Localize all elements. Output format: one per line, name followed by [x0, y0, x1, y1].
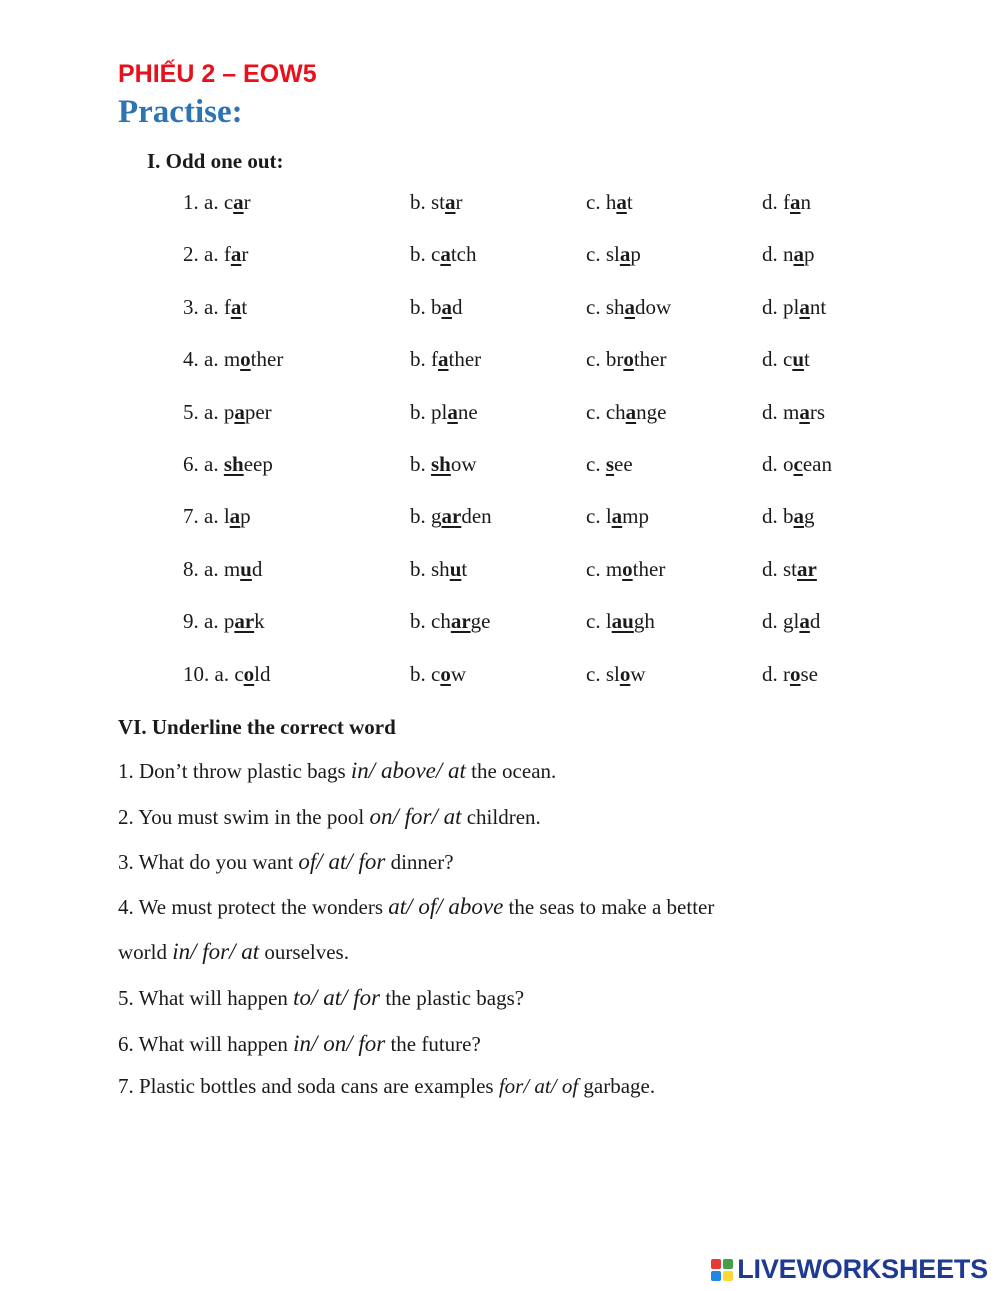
word-part: r — [783, 662, 790, 686]
underlined-sound: a — [230, 295, 242, 319]
word-part: pl — [431, 400, 448, 424]
option-c — [586, 662, 646, 687]
underline-heading: VI. Underline the correct word — [118, 715, 396, 739]
sentence-text: the future? — [385, 1032, 481, 1056]
option-a — [183, 662, 271, 687]
word-part: c — [431, 242, 441, 266]
sentence-text: 6. What will happen — [118, 1032, 294, 1056]
option-label: 9. a. — [183, 609, 219, 633]
word-part: r — [241, 242, 249, 266]
option-label: d. — [762, 504, 783, 528]
word-part: f — [431, 347, 438, 371]
liveworksheets-logo — [711, 1254, 988, 1285]
option-label: d. — [762, 609, 783, 633]
word-part: h — [605, 190, 617, 214]
sentence-text: 1. Don’t throw plastic bags — [118, 759, 351, 783]
word-part: c — [223, 190, 234, 214]
sentence — [118, 985, 524, 1011]
option-label: d. — [762, 452, 783, 476]
option-a — [183, 452, 273, 477]
word-part: k — [254, 609, 265, 633]
word-part: f — [223, 295, 231, 319]
underlined-sound: a — [799, 400, 810, 424]
sheet-title: PHIẾU 2 – EOW5 — [118, 60, 317, 88]
word-part: ge — [470, 609, 491, 633]
underlined-sound: a — [616, 190, 627, 214]
underlined-sound: o — [440, 662, 451, 686]
word-part: p — [223, 609, 235, 633]
underlined-sound: ar — [234, 609, 255, 633]
word-part: f — [223, 242, 231, 266]
option-label: b. — [410, 452, 431, 476]
logo-block-icon — [723, 1259, 733, 1269]
option-a — [183, 295, 247, 320]
option-b — [410, 295, 463, 320]
word-part: tch — [450, 242, 477, 266]
word-part: m — [783, 400, 800, 424]
option-label: d. — [762, 400, 783, 424]
word-part: se — [800, 662, 818, 686]
word-part: ld — [254, 662, 271, 686]
underlined-sound: o — [243, 662, 255, 686]
word-part: p — [630, 242, 641, 266]
word-part: ow — [450, 452, 477, 476]
sentence-text: ourselves. — [259, 940, 349, 964]
word-part: ther — [448, 347, 482, 371]
sentence — [118, 1074, 655, 1099]
option-d — [762, 295, 826, 320]
option-b — [410, 400, 478, 425]
word-choices[interactable]: to/ at/ for — [293, 985, 381, 1010]
option-label: b. — [410, 504, 431, 528]
word-part: m — [223, 347, 241, 371]
word-part: t — [241, 295, 248, 319]
option-d — [762, 347, 810, 372]
option-c — [586, 452, 633, 477]
option-label: d. — [762, 347, 783, 371]
word-part: r — [455, 190, 463, 214]
underlined-sound: o — [622, 557, 633, 581]
option-label: c. — [586, 452, 606, 476]
section-title: Practise: — [118, 94, 243, 130]
underlined-sound: o — [619, 662, 631, 686]
word-part: n — [800, 190, 811, 214]
word-part: m — [605, 557, 623, 581]
sentence-text: 2. You must swim in the pool — [118, 805, 370, 829]
underlined-sound: a — [799, 609, 810, 633]
word-part: f — [783, 190, 790, 214]
logo-block-icon — [711, 1259, 721, 1269]
underlined-sound: sh — [223, 452, 244, 476]
word-part: b — [431, 295, 442, 319]
sentence-text: 5. What will happen — [118, 986, 294, 1010]
option-label: b. — [410, 609, 431, 633]
word-part: sh — [431, 557, 450, 581]
underlined-sound: a — [230, 242, 242, 266]
sentence-text: the plastic bags? — [380, 986, 525, 1010]
underlined-sound: s — [605, 452, 615, 476]
option-c — [586, 400, 666, 425]
word-part: ther — [250, 347, 284, 371]
word-part: d — [809, 609, 821, 633]
option-label: 8. a. — [183, 557, 219, 581]
underlined-sound: sh — [431, 452, 451, 476]
underlined-sound: a — [233, 190, 244, 214]
option-c — [586, 557, 665, 582]
word-part: st — [783, 557, 798, 581]
word-part: b — [783, 504, 794, 528]
word-part: st — [431, 190, 446, 214]
option-b — [410, 557, 467, 582]
word-part: l — [605, 609, 612, 633]
word-part: rs — [809, 400, 826, 424]
word-choices[interactable]: of/ at/ for — [298, 849, 386, 874]
word-part: c — [234, 662, 244, 686]
underlined-sound: a — [440, 242, 451, 266]
option-b — [410, 662, 466, 687]
underlined-sound: a — [234, 400, 245, 424]
option-d — [762, 662, 818, 687]
option-label: d. — [762, 557, 783, 581]
option-c — [586, 190, 633, 215]
word-part: gh — [633, 609, 655, 633]
option-a — [183, 609, 265, 634]
word-part: sl — [605, 242, 620, 266]
underlined-sound: a — [611, 504, 623, 528]
word-part: pl — [783, 295, 800, 319]
option-label: d. — [762, 295, 783, 319]
word-part: l — [605, 504, 612, 528]
word-part: d — [251, 557, 263, 581]
option-label: 1. a. — [183, 190, 219, 214]
underlined-sound: a — [447, 400, 458, 424]
underlined-sound: ar — [441, 504, 462, 528]
option-label: 6. a. — [183, 452, 219, 476]
word-part: t — [461, 557, 468, 581]
word-part: n — [783, 242, 794, 266]
underlined-sound: a — [438, 347, 449, 371]
word-part: w — [630, 662, 646, 686]
option-label: 4. a. — [183, 347, 219, 371]
word-part: ther — [633, 347, 667, 371]
option-label: b. — [410, 295, 431, 319]
word-part: sl — [605, 662, 620, 686]
word-part: sh — [605, 295, 625, 319]
option-d — [762, 609, 820, 634]
option-label: c. — [586, 347, 606, 371]
sentence-text: dinner? — [385, 850, 454, 874]
underlined-sound: a — [790, 190, 801, 214]
sentence-text: garbage. — [578, 1074, 656, 1098]
option-label: 10. a. — [183, 662, 230, 686]
word-choices[interactable]: on/ for/ at — [369, 804, 462, 829]
sentence — [118, 1031, 481, 1057]
option-c — [586, 242, 641, 267]
underlined-sound: a — [799, 295, 810, 319]
word-part: ne — [457, 400, 478, 424]
option-a — [183, 400, 272, 425]
option-d — [762, 557, 817, 582]
word-choices[interactable]: in/ on/ for — [293, 1031, 386, 1056]
odd-one-out-heading: I. Odd one out: — [147, 149, 284, 173]
sentence — [118, 939, 349, 965]
word-part: gl — [783, 609, 800, 633]
word-part: eep — [243, 452, 273, 476]
option-label: b. — [410, 347, 431, 371]
option-d — [762, 242, 815, 267]
sentence — [118, 894, 714, 920]
word-part: o — [783, 452, 794, 476]
option-b — [410, 504, 492, 529]
option-label: b. — [410, 662, 431, 686]
word-part: l — [223, 504, 230, 528]
word-part: nge — [636, 400, 667, 424]
option-label: b. — [410, 557, 431, 581]
word-part: ee — [614, 452, 633, 476]
option-label: d. — [762, 190, 783, 214]
word-part: ther — [632, 557, 666, 581]
word-part: d — [452, 295, 463, 319]
word-part: t — [626, 190, 633, 214]
word-part: c — [783, 347, 793, 371]
underlined-sound: a — [445, 190, 456, 214]
sentence — [118, 849, 454, 875]
option-label: c. — [586, 557, 606, 581]
option-label: b. — [410, 190, 431, 214]
underlined-sound: a — [625, 400, 637, 424]
word-part: dow — [635, 295, 672, 319]
underlined-sound: ar — [450, 609, 471, 633]
option-b — [410, 347, 481, 372]
option-label: b. — [410, 242, 431, 266]
underlined-sound: a — [619, 242, 631, 266]
sentence — [118, 804, 541, 830]
word-part: mp — [622, 504, 650, 528]
option-label: 3. a. — [183, 295, 219, 319]
option-a — [183, 190, 251, 215]
option-label: c. — [586, 609, 606, 633]
option-label: c. — [586, 504, 606, 528]
word-part: t — [804, 347, 810, 371]
word-part: c — [431, 662, 441, 686]
word-part: w — [450, 662, 466, 686]
word-part: p — [804, 242, 815, 266]
sentence-text: world — [118, 940, 173, 964]
sentence-text: children. — [461, 805, 541, 829]
option-label: c. — [586, 190, 606, 214]
option-label: c. — [586, 662, 606, 686]
underlined-sound: a — [441, 295, 452, 319]
option-a — [183, 504, 251, 529]
option-label: 2. a. — [183, 242, 219, 266]
word-part: g — [431, 504, 442, 528]
option-b — [410, 452, 477, 477]
word-part: nt — [809, 295, 827, 319]
underlined-sound: ar — [797, 557, 817, 581]
word-part: p — [240, 504, 251, 528]
word-part: m — [223, 557, 241, 581]
word-part: ch — [605, 400, 626, 424]
option-label: c. — [586, 242, 606, 266]
option-d — [762, 400, 825, 425]
word-part: br — [605, 347, 624, 371]
option-c — [586, 504, 649, 529]
word-choices[interactable]: in/ above/ at — [350, 758, 466, 783]
word-part: r — [243, 190, 251, 214]
logo-text: LIVEWORKSHEETS — [737, 1254, 988, 1284]
option-c — [586, 295, 671, 320]
logo-block-icon — [711, 1271, 721, 1281]
option-label: c. — [586, 295, 606, 319]
word-choices[interactable]: for/ at/ of — [498, 1074, 579, 1098]
underlined-sound: a — [793, 504, 804, 528]
option-a — [183, 347, 283, 372]
option-label: c. — [586, 400, 606, 424]
option-b — [410, 609, 490, 634]
sentence-text: 3. What do you want — [118, 850, 299, 874]
option-label: d. — [762, 242, 783, 266]
logo-block-icon — [723, 1271, 733, 1281]
logo-blocks-icon — [711, 1259, 733, 1281]
word-part: p — [223, 400, 235, 424]
option-b — [410, 190, 463, 215]
option-b — [410, 242, 476, 267]
underlined-sound: a — [229, 504, 241, 528]
sentence — [118, 758, 556, 784]
word-choices[interactable]: in/ for/ at — [172, 939, 260, 964]
word-part: per — [244, 400, 272, 424]
underlined-sound: a — [793, 242, 804, 266]
option-label: b. — [410, 400, 431, 424]
word-part: ch — [431, 609, 451, 633]
underlined-sound: u — [792, 347, 805, 371]
underlined-sound: o — [623, 347, 634, 371]
underlined-sound: u — [240, 557, 252, 581]
underlined-sound: u — [449, 557, 462, 581]
underlined-sound: o — [240, 347, 251, 371]
underlined-sound: a — [624, 295, 636, 319]
sentence-text: the seas to make a better — [503, 895, 715, 919]
sentence-text: 7. Plastic bottles and soda cans are examples — [118, 1074, 499, 1098]
option-a — [183, 242, 248, 267]
sentence-text: 4. We must protect the wonders — [118, 895, 389, 919]
underlined-sound: au — [611, 609, 634, 633]
option-c — [586, 609, 655, 634]
word-part: ean — [802, 452, 832, 476]
sentence-text: the ocean. — [465, 759, 557, 783]
option-label: 5. a. — [183, 400, 219, 424]
option-a — [183, 557, 262, 582]
option-label: 7. a. — [183, 504, 219, 528]
option-d — [762, 504, 815, 529]
option-label: d. — [762, 662, 783, 686]
option-c — [586, 347, 666, 372]
option-d — [762, 452, 832, 477]
word-part: den — [461, 504, 492, 528]
option-d — [762, 190, 811, 215]
word-choices[interactable]: at/ of/ above — [388, 894, 504, 919]
word-part: g — [804, 504, 815, 528]
underlined-sound: c — [793, 452, 803, 476]
underlined-sound: o — [790, 662, 801, 686]
